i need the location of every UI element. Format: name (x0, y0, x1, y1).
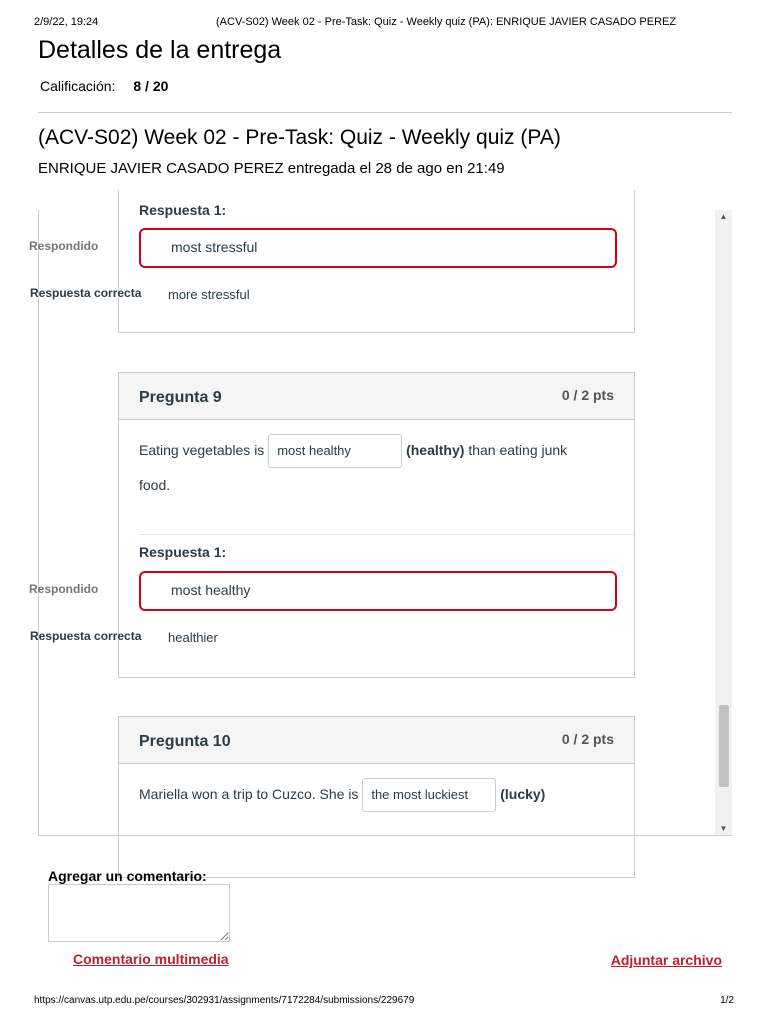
your-answer-box (139, 228, 617, 268)
question-title: Pregunta 9 (139, 389, 222, 406)
scroll-up-icon[interactable]: ▲ (719, 212, 728, 221)
question-title: Pregunta 10 (139, 733, 231, 750)
comment-label: Agregar un comentario: (48, 868, 207, 884)
grade-label: Calificación: (40, 78, 116, 94)
correct-answer: more stressful (168, 287, 250, 302)
word-hint: (healthy) (406, 442, 465, 458)
answered-label: Respondido (29, 239, 99, 253)
question-header (119, 373, 634, 420)
question-points: 0 / 2 pts (561, 731, 614, 747)
correct-answer-label: Respuesta correcta (30, 629, 142, 643)
answer-blank: the most luckiest (362, 778, 496, 812)
question-9-card (118, 372, 635, 678)
correct-answer-label: Respuesta correcta (30, 286, 142, 300)
header-divider (38, 112, 732, 113)
your-answer: most healthy (171, 582, 251, 598)
attach-file-link[interactable]: Adjuntar archivo (610, 952, 722, 968)
scroll-thumb[interactable] (719, 705, 729, 787)
print-footer (34, 995, 734, 1006)
media-comment-link[interactable]: Comentario multimedia (73, 951, 229, 967)
print-doc-title: (ACV-S02) Week 02 - Pre-Task: Quiz - Weekly quiz (PA): ENRIQUE JAVIER CASADO PEREZ (216, 16, 677, 28)
comment-input[interactable] (48, 884, 230, 942)
question-text-line2: food. (139, 477, 171, 494)
comment-section (38, 835, 732, 994)
print-url: https://canvas.utp.edu.pe/courses/302931/assignments/7172284/submissions/229679 (34, 995, 415, 1006)
question-header (119, 717, 634, 764)
question-text (139, 433, 567, 502)
frame-scrollbar[interactable] (715, 210, 732, 835)
grade (40, 78, 168, 94)
your-answer-box (139, 571, 617, 611)
scroll-down-icon[interactable]: ▼ (719, 824, 728, 833)
word-hint: (lucky) (500, 786, 546, 802)
question-8-card (118, 190, 635, 333)
page-number: 1/2 (720, 995, 734, 1006)
question-text-start: Eating vegetables is (139, 442, 265, 458)
question-text-end: than eating junk (468, 442, 568, 458)
page-title: Detalles de la entrega (38, 36, 282, 64)
quiz-title: (ACV-S02) Week 02 - Pre-Task: Quiz - Weekly quiz (PA) (38, 126, 561, 149)
quiz-results-frame[interactable] (29, 202, 732, 835)
response-label: Respuesta 1: (139, 544, 227, 560)
submission-info: ENRIQUE JAVIER CASADO PEREZ entregada el 28 de ago en 21:49 (38, 160, 505, 177)
response-label: Respuesta 1: (139, 202, 227, 218)
question-text-start: Mariella won a trip to Cuzco. She is (139, 786, 359, 802)
answered-label: Respondido (29, 582, 99, 596)
question-points: 0 / 2 pts (561, 387, 614, 403)
answer-blank: most healthy (268, 434, 402, 468)
your-answer: most stressful (171, 239, 258, 255)
response-divider (139, 534, 634, 535)
grade-value: 8 / 20 (133, 78, 169, 94)
question-text (139, 777, 545, 812)
correct-answer: healthier (168, 630, 218, 645)
print-date: 2/9/22, 19:24 (34, 16, 99, 28)
